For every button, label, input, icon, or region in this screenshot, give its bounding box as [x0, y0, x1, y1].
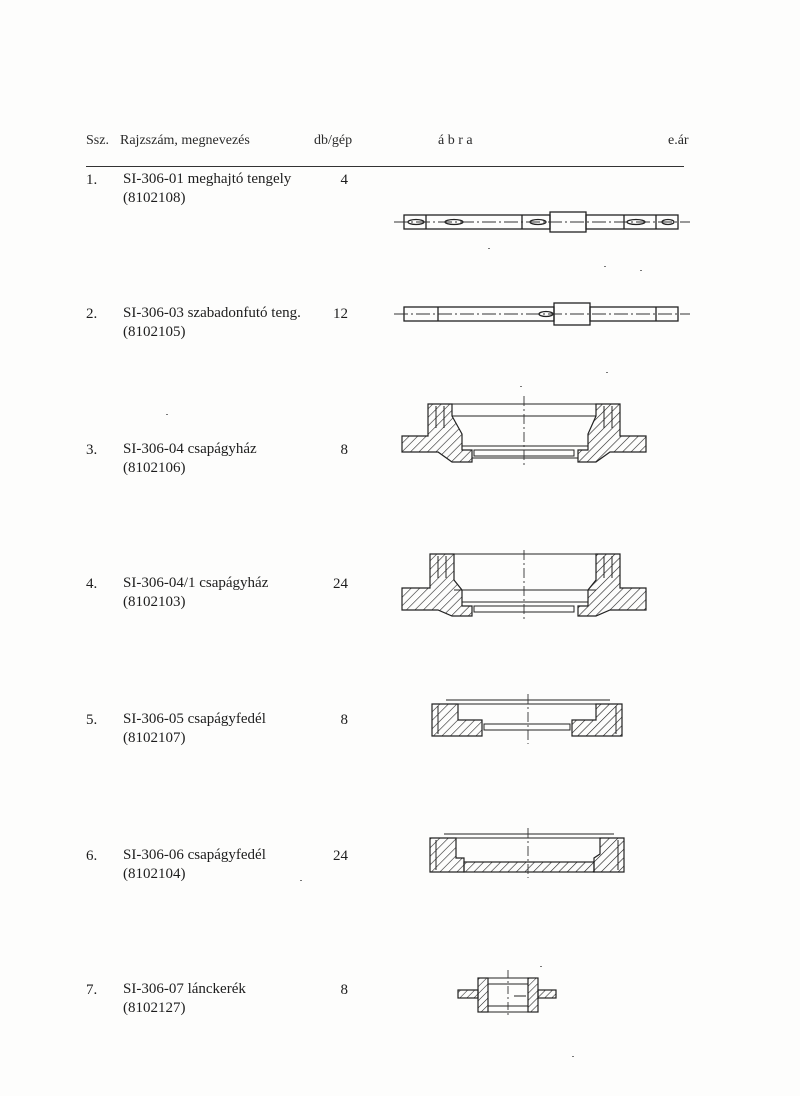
bearing-housing-drawing	[398, 396, 658, 466]
item-quantity: 8	[340, 442, 348, 458]
item-code: (8102106)	[123, 460, 186, 476]
item-code: (8102107)	[123, 730, 186, 746]
item-quantity: 24	[333, 848, 348, 864]
item-code: (8102127)	[123, 1000, 186, 1016]
item-name: SI-306-07 lánckerék	[123, 981, 246, 997]
item-quantity: 24	[333, 576, 348, 592]
header-figure: á b r a	[438, 133, 473, 148]
item-description	[123, 304, 301, 342]
item-name: SI-306-06 csapágyfedél	[123, 847, 266, 863]
item-description	[123, 574, 268, 612]
header-unit-price: e.ár	[668, 133, 689, 148]
item-quantity: 12	[333, 306, 348, 322]
scan-speck	[520, 386, 522, 387]
item-quantity: 8	[340, 712, 348, 728]
scan-speck	[640, 270, 642, 271]
header-quantity-per-machine: db/gép	[314, 133, 353, 148]
header-ssz: Ssz.	[86, 133, 109, 148]
item-name: SI-306-04 csapágyház	[123, 441, 257, 457]
item-code: (8102108)	[123, 190, 186, 206]
item-number: 1.	[86, 172, 98, 188]
item-description	[123, 980, 246, 1018]
item-name: SI-306-03 szabadonfutó teng.	[123, 305, 301, 321]
item-number: 4.	[86, 576, 98, 592]
item-description	[123, 846, 266, 884]
item-quantity: 8	[340, 982, 348, 998]
item-code: (8102103)	[123, 594, 186, 610]
item-description	[123, 170, 291, 208]
scan-speck	[540, 966, 542, 967]
item-number: 7.	[86, 982, 98, 998]
drive-shaft-drawing	[392, 202, 692, 242]
header-rule	[86, 166, 684, 167]
sprocket-drawing	[452, 970, 562, 1016]
scan-speck	[166, 414, 168, 415]
bearing-cover-drawing	[424, 694, 634, 744]
item-number: 3.	[86, 442, 98, 458]
item-quantity: 4	[340, 172, 348, 188]
item-name: SI-306-04/1 csapágyház	[123, 575, 269, 591]
item-code: (8102105)	[123, 324, 186, 340]
bearing-cover-drawing	[424, 828, 634, 878]
item-number: 2.	[86, 306, 98, 322]
scan-speck	[300, 880, 302, 881]
scan-speck	[606, 372, 608, 373]
item-code: (8102104)	[123, 866, 186, 882]
scan-speck	[488, 248, 490, 249]
item-description	[123, 440, 257, 478]
scan-speck	[572, 1056, 574, 1057]
header-drawing-number-name: Rajzszám, megnevezés	[120, 133, 250, 148]
bearing-housing-drawing	[398, 550, 658, 620]
item-number: 6.	[86, 848, 98, 864]
freewheel-shaft-drawing	[392, 296, 692, 332]
item-description	[123, 710, 266, 748]
scan-speck	[604, 266, 606, 267]
item-name: SI-306-05 csapágyfedél	[123, 711, 266, 727]
item-name: SI-306-01 meghajtó tengely	[123, 171, 292, 187]
item-number: 5.	[86, 712, 98, 728]
